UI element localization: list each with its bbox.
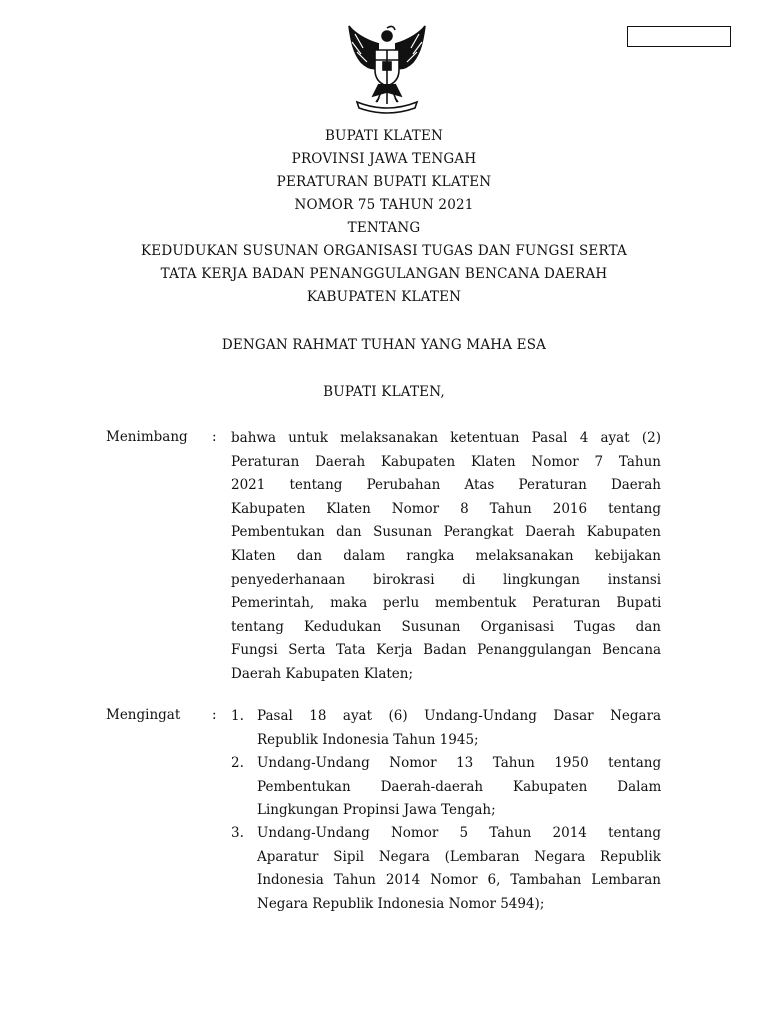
document-code-box xyxy=(627,26,731,47)
about-label: TENTANG xyxy=(347,220,421,236)
menimbang-line: Kabupaten Klaten Nomor 8 Tahun 2016 tentang xyxy=(231,500,661,517)
province-title: PROVINSI JAWA TENGAH xyxy=(291,151,477,167)
menimbang-line: Pemerintah, maka perlu membentuk Peraturan Bupati xyxy=(231,595,662,612)
menimbang-line: Pembentukan dan Susunan Perangkat Daerah Kabupaten xyxy=(231,524,661,541)
mengingat-item-line: Pasal 18 ayat (6) Undang-Undang Dasar Negara xyxy=(257,708,662,724)
regulation-type: PERATURAN BUPATI KLATEN xyxy=(276,174,492,190)
menimbang-line: 2021 tentang Perubahan Atas Peraturan Daerah xyxy=(231,477,661,494)
menimbang-line: penyederhanaan birokrasi di lingkungan instansi xyxy=(231,571,662,588)
menimbang-line: Daerah Kabupaten Klaten; xyxy=(231,665,414,682)
mengingat-item-number: 1. xyxy=(231,708,244,724)
garuda-pancasila-emblem-icon xyxy=(343,22,431,114)
mengingat-item-line: Republik Indonesia Tahun 1945; xyxy=(257,731,479,748)
mengingat-item-line: Lingkungan Propinsi Jawa Tengah; xyxy=(257,802,496,819)
mengingat-item-number: 3. xyxy=(231,825,244,841)
menimbang-line: tentang Kedudukan Susunan Organisasi Tugas dan xyxy=(231,618,661,635)
mengingat-item-line: Undang-Undang Nomor 13 Tahun 1950 tentang xyxy=(257,755,662,771)
menimbang-colon: : xyxy=(212,429,217,445)
menimbang-line: Fungsi Serta Tata Kerja Badan Penanggulangan Bencana xyxy=(231,642,662,659)
issuer-signature-heading: BUPATI KLATEN, xyxy=(323,384,445,400)
menimbang-label: Menimbang xyxy=(106,429,188,445)
mengingat-item-line: Aparatur Sipil Negara (Lembaran Negara Republik xyxy=(257,848,661,865)
menimbang-line: Peraturan Daerah Kabupaten Klaten Nomor 7 Tahun xyxy=(231,453,661,470)
mengingat-label: Mengingat xyxy=(106,707,181,723)
menimbang-line: bahwa untuk melaksanakan ketentuan Pasal 4 ayat (2) xyxy=(231,430,661,446)
mengingat-item-line: Undang-Undang Nomor 5 Tahun 2014 tentang xyxy=(257,825,661,841)
mengingat-item-line: Negara Republik Indonesia Nomor 5494); xyxy=(257,895,545,912)
mengingat-colon: : xyxy=(212,707,217,723)
menimbang-paragraph xyxy=(231,427,661,687)
regulation-subject-line-3: KABUPATEN KLATEN xyxy=(306,289,462,305)
mengingat-item-number: 2. xyxy=(231,755,244,771)
regulation-subject-line-1: KEDUDUKAN SUSUNAN ORGANISASI TUGAS DAN FUNGSI SERTA xyxy=(140,243,628,259)
regulation-subject-line-2: TATA KERJA BADAN PENANGGULANGAN BENCANA DAERAH xyxy=(160,266,608,282)
mengingat-item-line: Indonesia Tahun 2014 Nomor 6, Tambahan Lembaran xyxy=(257,872,661,889)
menimbang-line: Klaten dan dalam rangka melaksanakan kebijakan xyxy=(231,547,661,564)
regulation-number: NOMOR 75 TAHUN 2021 xyxy=(294,197,474,213)
mengingat-item-line: Pembentukan Daerah-daerah Kabupaten Dalam xyxy=(257,778,662,795)
issuer-title: BUPATI KLATEN xyxy=(324,128,444,144)
invocation: DENGAN RAHMAT TUHAN YANG MAHA ESA xyxy=(221,337,547,353)
